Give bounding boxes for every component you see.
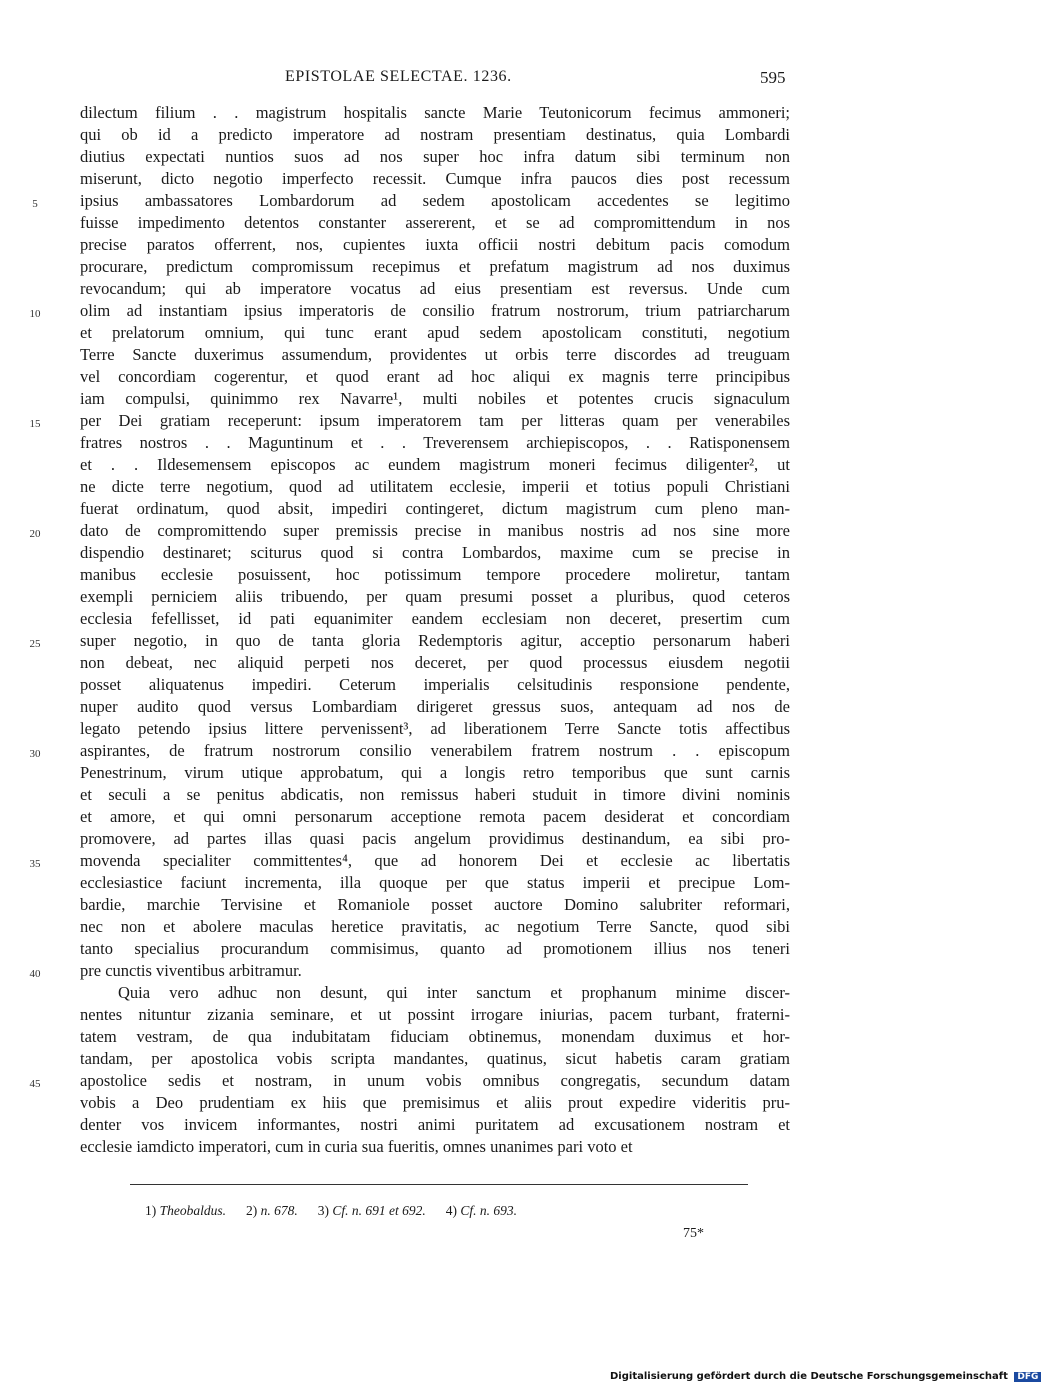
text-line: posset aliquatenus impediri. Ceterum imperialis celsitudinis responsione pendente, [80, 675, 790, 694]
text-line: dispendio destinaret; sciturus quod si contra Lombardos, maxime cum se precise in [80, 543, 790, 562]
text-line: ipsius ambassatores Lombardorum ad sedem apostolicam accedentes se legitimo [80, 191, 790, 210]
text-line: apostolice sedis et nostram, in unum vobis omnibus congregatis, secundum datam [80, 1071, 790, 1090]
digitization-credit [610, 1371, 1041, 1382]
text-line: per Dei gratiam receperunt: ipsum imperatorem tam per litteras quam per venerabiles [80, 411, 790, 430]
text-line: diutius expectati nuntios suos ad nos super hoc infra datum sibi terminum non [80, 147, 790, 166]
text-line: dilectum filium . . magistrum hospitalis sancte Marie Teutonicorum fecimus ammoneri; [80, 103, 790, 122]
text-line: Penestrinum, virum utique approbatum, qui a longis retro temporibus que sunt carnis [80, 763, 790, 782]
text-line: super negotio, in quo de tanta gloria Redemptoris agitur, acceptio personarum haberi [80, 631, 790, 650]
footnote-number: 2) [246, 1203, 258, 1218]
text-line: nentes nituntur zizania seminare, et ut possint irrogare iniurias, pacem turbant, fraterni- [80, 1005, 790, 1024]
text-line: movenda specialiter committentes⁴, que ad honorem Dei et ecclesie ac libertatis [80, 851, 790, 870]
text-line: iam compulsi, quinimmo rex Navarre¹, multi nobiles et potentes crucis signaculum [80, 389, 790, 408]
text-line: exempli perniciem aliis tribuendo, per quam presumi posset a pluribus, quod ceteros [80, 587, 790, 606]
running-title: EPISTOLAE SELECTAE. 1236. [285, 68, 512, 85]
margin-line-number: 20 [29, 528, 41, 540]
text-line: ecclesiastice faciunt incrementa, illa quoque per que status imperii et precipue Lom- [80, 873, 790, 892]
footnote-divider [130, 1184, 748, 1185]
margin-line-number: 30 [29, 748, 41, 760]
footnote-number: 1) [145, 1203, 157, 1218]
footnote-reference: n. 678. [260, 1203, 298, 1218]
text-line: miserunt, dicto negotio imperfecto recessit. Cumque infra paucos dies post recessum [80, 169, 790, 188]
text-line: pre cunctis viventibus arbitramur. [80, 961, 302, 980]
text-line: qui ob id a predicto imperatore ad nostram presentiam destinatus, quia Lombardi [80, 125, 790, 144]
text-line: vobis a Deo prudentiam ex hiis que premisimus et aliis prout expedire videritis pru- [80, 1093, 790, 1112]
text-line: non debeat, nec aliquid perpeti nos deceret, per quod processus eiusdem negotii [80, 653, 790, 672]
text-line: vel concordiam cogerentur, et quod erant ad hoc aliqui ex magnis terre principibus [80, 367, 790, 386]
margin-line-number: 10 [29, 308, 41, 320]
page-header [0, 68, 1000, 92]
text-line: ne dicte terre negotium, quod ad utilitatem ecclesie, imperii et totius populi Christiani [80, 477, 790, 496]
margin-line-number: 45 [29, 1078, 41, 1090]
margin-line-number: 25 [29, 638, 41, 650]
text-line: manibus ecclesie posuissent, hoc potissimum tempore procedere moliretur, tantam [80, 565, 790, 584]
text-line: et seculi a se penitus abdicatis, non remissus haberi studuit in timore divini nominis [80, 785, 790, 804]
text-line: promovere, ad partes illas quasi pacis angelum providimus destinandum, ea sibi pro- [80, 829, 790, 848]
footnote [446, 1203, 517, 1219]
text-line: ecclesie iamdicto imperatori, cum in curia sua fueritis, omnes unanimes pari voto et [80, 1137, 633, 1156]
margin-line-number: 15 [29, 418, 41, 430]
text-line: precise paratos offerrent, nos, cupientes iuxta officii nostri debitum pacis comodum [80, 235, 790, 254]
footnote-number: 4) [445, 1203, 458, 1218]
footnote [246, 1203, 298, 1219]
text-line: tatem vestram, de qua indubitatam fiduciam obtinemus, monendam duximus et hor- [80, 1027, 790, 1046]
text-line: nec non et abolere maculas heretice pravitatis, ac negotium Terre Sancte, quod sibi [80, 917, 790, 936]
dfg-logo: DFG [1014, 1372, 1041, 1382]
text-line: et . . Ildesemensem episcopos ac eundem magistrum moneri fecimus diligenter², ut [80, 455, 790, 474]
text-line: Terre Sancte duxerimus assumendum, providentes ut orbis terre discordes ad treuguam [80, 345, 790, 364]
text-line: ecclesia fefellisset, id pati equanimiter eandem ecclesiam non deceret, presertim cum [80, 609, 790, 628]
text-line: dato de compromittendo super premissis precise in manibus nostris ad nos sine more [80, 521, 790, 540]
text-line: nuper audito quod versus Lombardiam dirigeret gressus suos, antequam ad nos de [80, 697, 790, 716]
text-line: et amore, et qui omni personarum acceptione remota pacem desiderat et concordiam [80, 807, 790, 826]
margin-line-number: 40 [29, 968, 41, 980]
footnotes [145, 1203, 537, 1219]
footnote-reference: Cf. n. 693. [460, 1203, 518, 1218]
text-line: fratres nostros . . Maguntinum et . . Treverensem archiepiscopos, . . Ratisponensem [80, 433, 790, 452]
footnote-number: 3) [317, 1203, 330, 1218]
text-line: et prelatorum omnium, qui tunc erant apud sedem apostolicam constituti, negotium [80, 323, 790, 342]
margin-line-number: 5 [32, 198, 38, 210]
text-line: olim ad instantiam ipsius imperatoris de consilio fratrum nostrorum, trium patriarcharum [80, 301, 790, 320]
footnote [145, 1203, 226, 1219]
page-number: 595 [760, 68, 786, 87]
footnote-reference: Theobaldus. [159, 1203, 227, 1218]
text-line: aspirantes, de fratrum nostrorum consilio venerabilem fratrem nostrum . . episcopum [80, 741, 790, 760]
text-line: fuisse impedimento detentos constanter assererent, et se ad compromittendum in nos [80, 213, 790, 232]
footnote-reference: Cf. n. 691 et 692. [332, 1203, 426, 1218]
text-line: tandam, per apostolica vobis scripta mandantes, quatinus, sicut habetis caram gratiam [80, 1049, 790, 1068]
text-line: legato petendo ipsius littere pervenissent³, ad liberationem Terre Sancte totis affectibus [80, 719, 790, 738]
credit-text: Digitalisierung gefördert durch die Deutsche Forschungsgemeinschaft [610, 1371, 1008, 1382]
text-line: Quia vero adhuc non desunt, qui inter sanctum et prophanum minime discer- [118, 983, 790, 1002]
sheet-signature: 75* [683, 1226, 704, 1241]
text-line: bardie, marchie Tervisine et Romaniole posset auctore Domino salubriter reformari, [80, 895, 790, 914]
margin-line-number: 35 [29, 858, 41, 870]
text-line: denter vos invicem informantes, nostri animi puritatem ad excusationem nostram et [80, 1115, 790, 1134]
text-line: revocandum; qui ab imperatore vocatus ad eius presentiam est reversus. Unde cum [80, 279, 790, 298]
text-line: fuerat ordinatum, quod absit, impediri contingeret, dictum magistrum cum pleno man- [80, 499, 790, 518]
text-line: tanto specialius procurandum commisimus, quanto ad promotionem illius nos teneri [80, 939, 790, 958]
text-line: procurare, predictum compromissum recepimus et prefatum magistrum ad nos duximus [80, 257, 790, 276]
footnote [318, 1203, 426, 1219]
